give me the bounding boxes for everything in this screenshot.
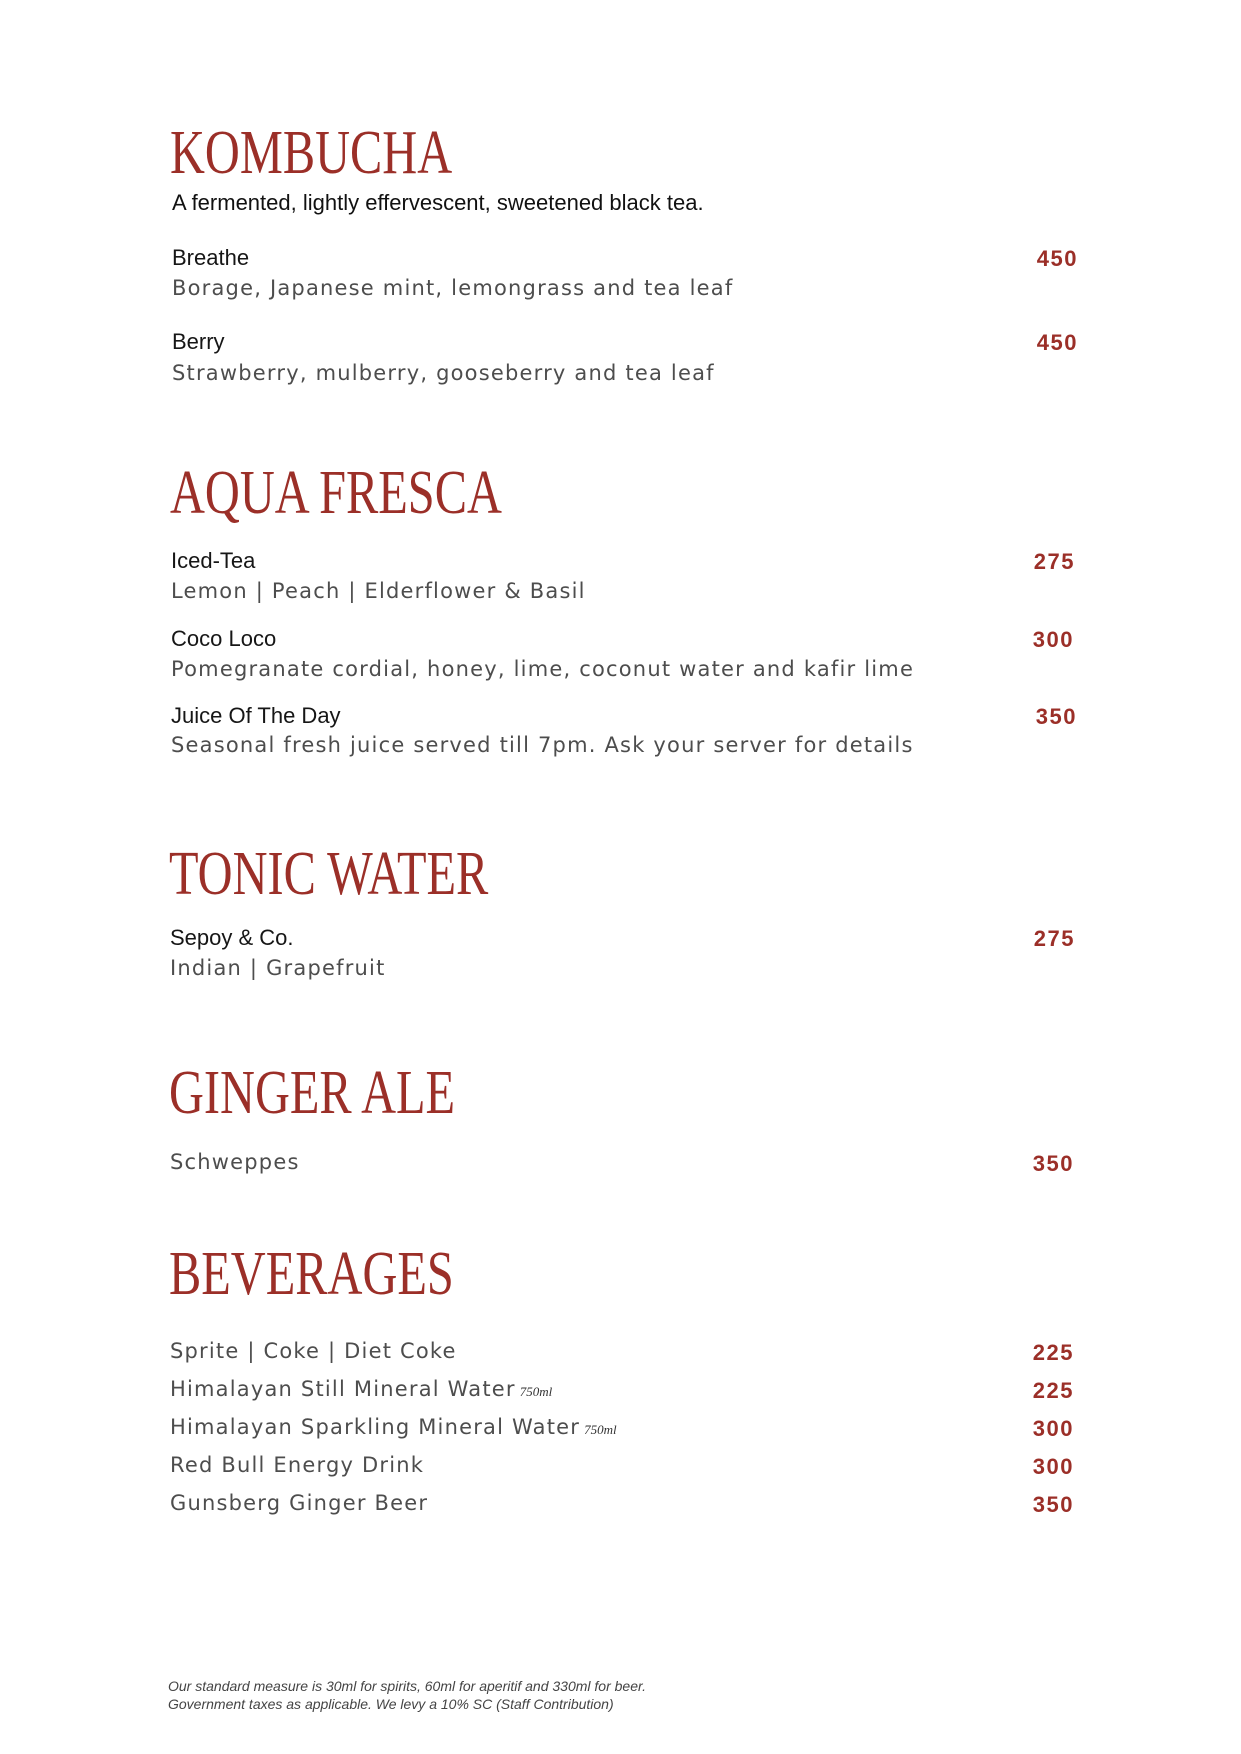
item-size-sparkling-water: 750ml	[584, 1422, 617, 1437]
item-name-breathe: Breathe	[172, 245, 250, 270]
section-title-tonic-water: TONIC WATER	[169, 840, 489, 908]
item-desc-still-water-label: Himalayan Still Mineral Water	[170, 1377, 516, 1401]
item-price-sepoy: 275	[1033, 926, 1075, 951]
item-desc-ginger-beer: Gunsberg Ginger Beer	[170, 1491, 429, 1515]
item-desc-still-water	[170, 1377, 552, 1401]
item-price-ginger-beer: 350	[1032, 1492, 1074, 1517]
item-price-schweppes: 350	[1032, 1151, 1074, 1176]
section-title-aqua-fresca: AQUA FRESCA	[170, 459, 502, 527]
section-title-kombucha: KOMBUCHA	[170, 119, 453, 187]
item-price-berry: 450	[1036, 330, 1078, 355]
footer-measure-note: Our standard measure is 30ml for spirits, 60ml for aperitif and 330ml for beer.	[168, 1678, 647, 1694]
item-price-soft-drinks: 225	[1032, 1340, 1074, 1365]
item-desc-schweppes: Schweppes	[170, 1150, 300, 1174]
item-name-coco-loco: Coco Loco	[171, 626, 277, 651]
item-name-iced-tea: Iced-Tea	[171, 548, 256, 573]
item-desc-juice-of-the-day: Seasonal fresh juice served till 7pm. Ask your server for details	[171, 733, 914, 757]
item-name-berry: Berry	[172, 329, 225, 354]
item-desc-red-bull: Red Bull Energy Drink	[170, 1453, 425, 1477]
footer-tax-note: Government taxes as applicable. We levy a 10% SC (Staff Contribution)	[168, 1696, 614, 1712]
item-desc-iced-tea: Lemon | Peach | Elderflower & Basil	[171, 579, 586, 603]
item-desc-sparkling-water-label: Himalayan Sparkling Mineral Water	[170, 1415, 581, 1439]
item-desc-soft-drinks: Sprite | Coke | Diet Coke	[170, 1339, 457, 1363]
item-price-coco-loco: 300	[1032, 627, 1074, 652]
item-name-juice-of-the-day: Juice Of The Day	[171, 703, 341, 728]
item-desc-sepoy: Indian | Grapefruit	[170, 956, 386, 980]
item-size-still-water: 750ml	[519, 1384, 553, 1399]
section-title-beverages: BEVERAGES	[169, 1240, 454, 1308]
item-desc-berry: Strawberry, mulberry, gooseberry and tea leaf	[172, 361, 715, 385]
item-price-sparkling-water: 300	[1032, 1416, 1074, 1441]
item-desc-sparkling-water	[170, 1415, 617, 1439]
item-price-juice-of-the-day: 350	[1035, 704, 1077, 729]
item-price-iced-tea: 275	[1033, 549, 1075, 574]
section-intro-kombucha: A fermented, lightly effervescent, sweetened black tea.	[172, 190, 704, 215]
item-desc-breathe: Borage, Japanese mint, lemongrass and tea leaf	[172, 276, 734, 300]
section-title-ginger-ale: GINGER ALE	[169, 1059, 456, 1127]
item-desc-coco-loco: Pomegranate cordial, honey, lime, coconut water and kafir lime	[171, 657, 915, 681]
item-name-sepoy: Sepoy & Co.	[170, 925, 294, 950]
item-price-still-water: 225	[1032, 1378, 1074, 1403]
item-price-breathe: 450	[1036, 246, 1078, 271]
item-price-red-bull: 300	[1032, 1454, 1074, 1479]
